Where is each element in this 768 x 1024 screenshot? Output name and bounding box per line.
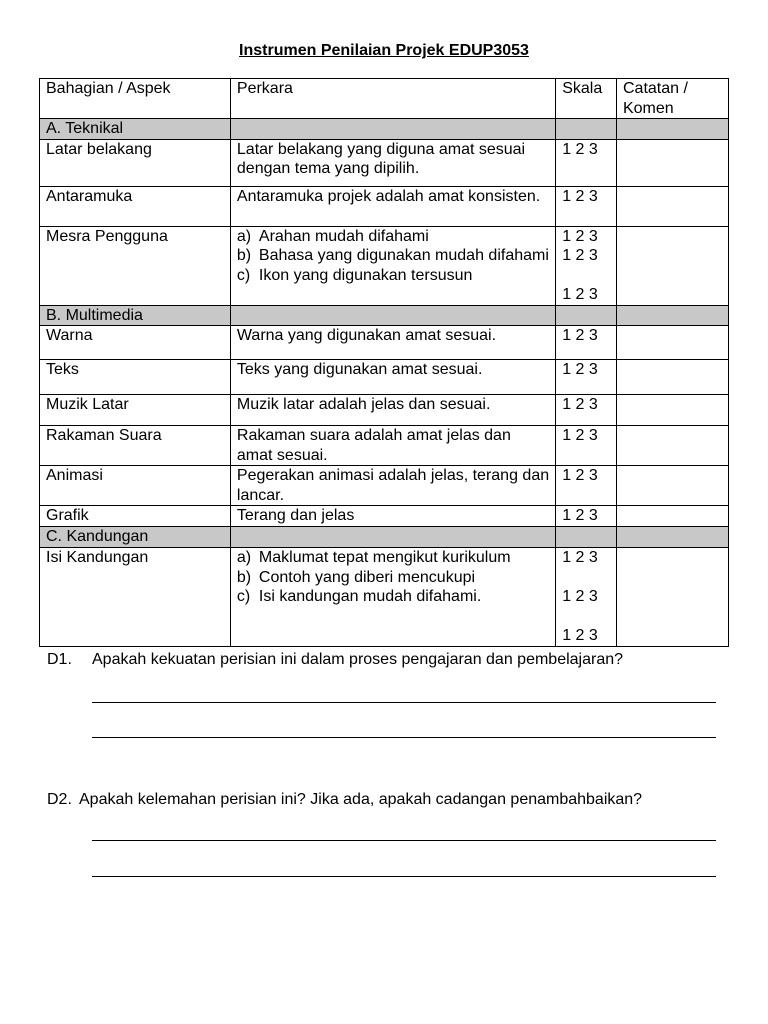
- answer-line[interactable]: [92, 840, 716, 841]
- answer-line[interactable]: [92, 702, 716, 703]
- table-row: [40, 326, 729, 360]
- perkara-cell: Pegerakan animasi adalah jelas, terang dan lancar.: [230, 466, 555, 506]
- skala-cell: 1 2 3: [556, 360, 617, 395]
- catatan-cell[interactable]: [616, 426, 728, 466]
- section-label: C. Kandungan: [40, 527, 231, 548]
- item-marker: c): [236, 588, 251, 605]
- skala-cell: [556, 226, 617, 305]
- skala-value: 1 2 3: [562, 627, 598, 644]
- section-row-teknikal: [40, 119, 729, 140]
- item-marker: a): [236, 549, 252, 566]
- item-text: Contoh yang diberi mencukupi: [258, 568, 476, 586]
- document-title: Instrumen Penilaian Projek EDUP3053: [239, 42, 529, 59]
- catatan-cell[interactable]: [616, 506, 728, 527]
- item-text: Isi kandungan mudah difahami.: [258, 588, 482, 605]
- item-text: Bahasa yang digunakan mudah difahami: [258, 247, 549, 264]
- section-label: A. Teknikal: [40, 119, 231, 140]
- question-text: Apakah kelemahan perisian ini? Jika ada, apakah cadangan penambahbaikan?: [79, 791, 643, 808]
- question-text: Apakah kekuatan perisian ini dalam proses pengajaran dan pembelajaran?: [92, 651, 624, 668]
- catatan-cell[interactable]: [616, 326, 728, 360]
- question-d2: [47, 791, 642, 809]
- skala-value: 1 2 3: [562, 247, 598, 264]
- skala-value: 1 2 3: [562, 588, 598, 605]
- perkara-cell: [230, 226, 555, 305]
- list-item: [237, 246, 549, 266]
- perkara-cell: Warna yang digunakan amat sesuai.: [230, 326, 555, 360]
- aspek-cell: Animasi: [40, 466, 231, 506]
- item-marker: b): [236, 568, 252, 586]
- header-row: [40, 79, 729, 119]
- skala-value: 1 2 3: [562, 227, 598, 245]
- skala-cell: 1 2 3: [556, 326, 617, 360]
- question-number: D2.: [47, 791, 72, 808]
- list-item: [237, 227, 549, 247]
- item-text: Arahan mudah difahami: [258, 227, 429, 245]
- question-d1: [47, 651, 623, 669]
- catatan-cell[interactable]: [616, 466, 728, 506]
- perkara-cell: Antaramuka projek adalah amat konsisten.: [230, 186, 555, 226]
- perkara-cell: Terang dan jelas: [230, 506, 555, 527]
- catatan-cell[interactable]: [616, 186, 728, 226]
- catatan-cell[interactable]: [616, 395, 728, 426]
- aspek-cell: Rakaman Suara: [40, 426, 231, 466]
- header-catatan: Catatan / Komen: [616, 79, 728, 119]
- aspek-cell: Mesra Pengguna: [40, 226, 231, 305]
- catatan-cell[interactable]: [616, 548, 728, 647]
- question-number: D1.: [47, 651, 72, 668]
- catatan-cell[interactable]: [616, 139, 728, 186]
- catatan-cell[interactable]: [616, 226, 728, 305]
- perkara-cell: Teks yang digunakan amat sesuai.: [230, 360, 555, 395]
- header-aspek: Bahagian / Aspek: [40, 79, 231, 119]
- skala-cell: 1 2 3: [556, 466, 617, 506]
- table-row: [40, 186, 729, 226]
- item-text: Maklumat tepat mengikut kurikulum: [258, 549, 511, 566]
- aspek-cell: Grafik: [40, 506, 231, 527]
- list-item: [237, 548, 549, 568]
- aspek-cell: Warna: [40, 326, 231, 360]
- list-item: [237, 568, 549, 588]
- skala-cell: 1 2 3: [556, 139, 617, 186]
- skala-cell: [556, 548, 617, 647]
- table-row: [40, 506, 729, 527]
- skala-value: 1 2 3: [562, 286, 598, 303]
- perkara-cell: Muzik latar adalah jelas dan sesuai.: [230, 395, 555, 426]
- skala-cell: 1 2 3: [556, 395, 617, 426]
- list-item: [237, 587, 549, 607]
- section-label: B. Multimedia: [40, 305, 231, 326]
- skala-cell: 1 2 3: [556, 426, 617, 466]
- aspek-cell: Antaramuka: [40, 186, 231, 226]
- item-text: Ikon yang digunakan tersusun: [258, 266, 473, 284]
- item-marker: c): [236, 266, 251, 284]
- header-skala: Skala: [556, 79, 617, 119]
- section-row-multimedia: [40, 305, 729, 326]
- skala-cell: 1 2 3: [556, 506, 617, 527]
- table-row: [40, 226, 729, 305]
- table-row: [40, 360, 729, 395]
- skala-cell: 1 2 3: [556, 186, 617, 226]
- aspek-cell: Isi Kandungan: [40, 548, 231, 647]
- catatan-cell[interactable]: [616, 360, 728, 395]
- table-row: [40, 139, 729, 186]
- table-row: [40, 426, 729, 466]
- section-row-kandungan: [40, 527, 729, 548]
- aspek-cell: Teks: [40, 360, 231, 395]
- answer-line[interactable]: [92, 737, 716, 738]
- skala-value: 1 2 3: [562, 549, 598, 566]
- table-row: [40, 395, 729, 426]
- header-perkara: Perkara: [230, 79, 555, 119]
- answer-line[interactable]: [92, 876, 716, 877]
- aspek-cell: Muzik Latar: [40, 395, 231, 426]
- perkara-cell: Latar belakang yang diguna amat sesuai dengan tema yang dipilih.: [230, 139, 555, 186]
- table-row: [40, 548, 729, 647]
- perkara-cell: Rakaman suara adalah amat jelas dan amat sesuai.: [230, 426, 555, 466]
- perkara-cell: [230, 548, 555, 647]
- item-marker: a): [236, 227, 252, 245]
- list-item: [237, 266, 549, 286]
- item-marker: b): [236, 247, 252, 264]
- assessment-table: [39, 78, 729, 647]
- table-row: [40, 466, 729, 506]
- aspek-cell: Latar belakang: [40, 139, 231, 186]
